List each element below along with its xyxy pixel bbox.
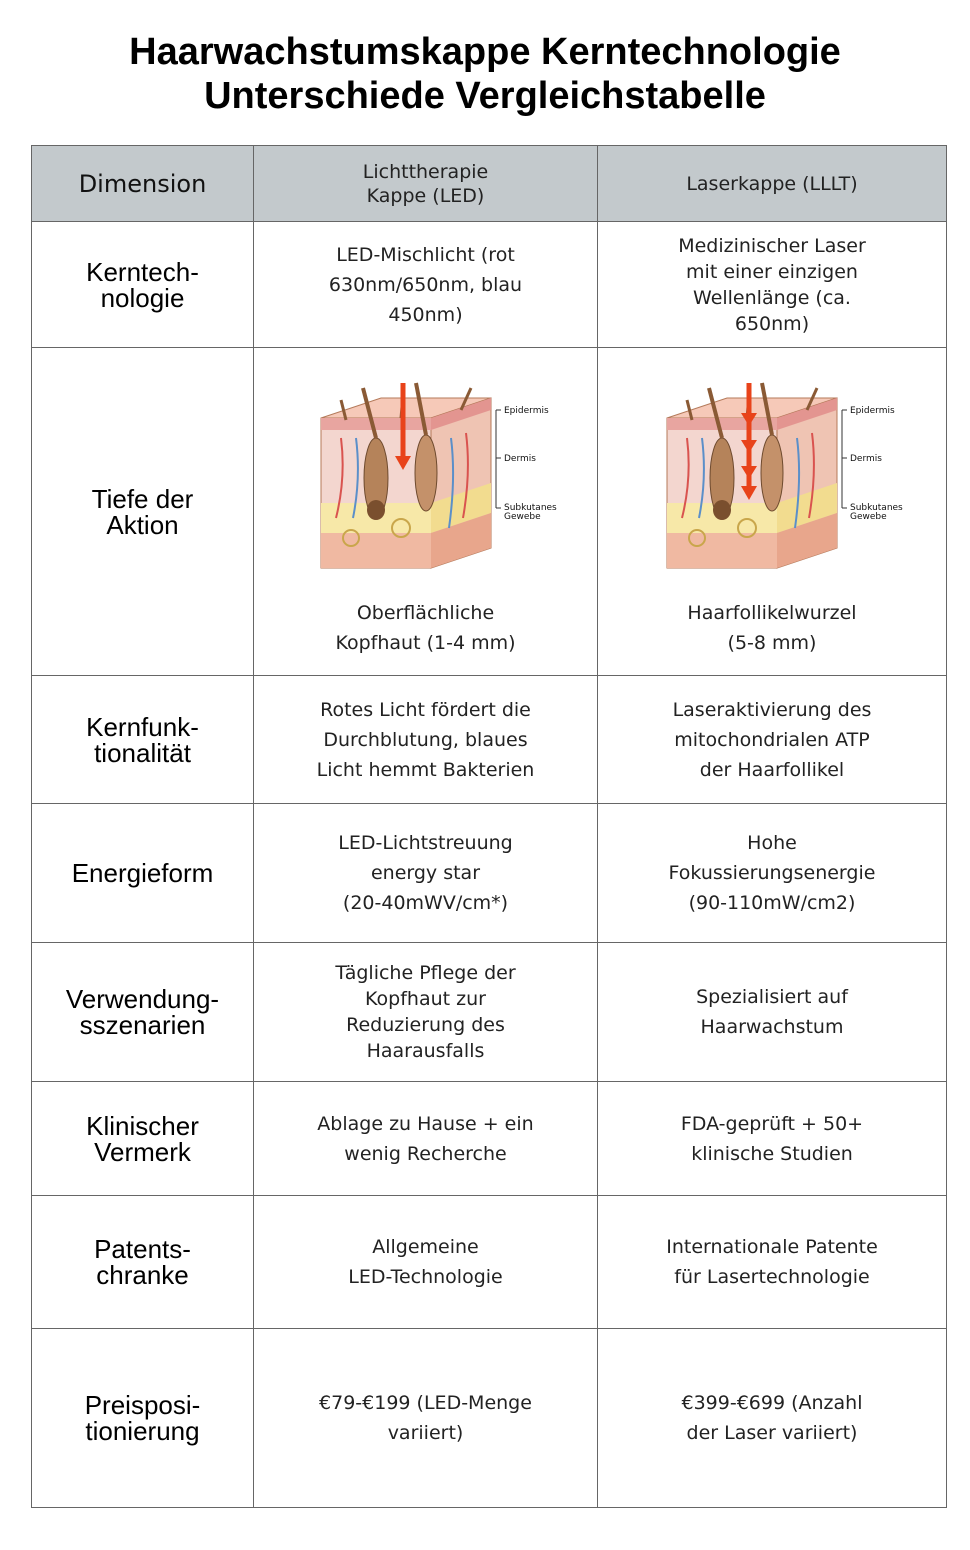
row-led: Ablage zu Hause + ein wenig Recherche xyxy=(254,1082,598,1196)
row-laser: Spezialisiert auf Haarwachstum xyxy=(598,943,947,1082)
label-epidermis: Epidermis xyxy=(850,406,895,416)
row-dimension: Patents- chranke xyxy=(32,1196,254,1329)
label-subcutis-line2: Gewebe xyxy=(503,512,541,522)
label-dermis: Dermis xyxy=(850,454,882,464)
row-led: Rotes Licht fördert die Durchblutung, blaues Licht hemmt Bakterien xyxy=(254,676,598,804)
row-led: €79-€199 (LED-Menge variiert) xyxy=(254,1329,598,1508)
row-led: LED-Lichtstreuung energy star (20-40mWV/cm*) xyxy=(254,804,598,943)
header-row xyxy=(32,146,947,222)
table-row xyxy=(32,943,947,1082)
label-subcutis-line1: Subkutanes xyxy=(503,503,557,513)
comparison-table xyxy=(31,145,947,1508)
label-dermis: Dermis xyxy=(503,454,536,464)
table-row xyxy=(32,1196,947,1329)
header-led: Lichttherapie Kappe (LED) xyxy=(254,146,598,222)
row-led: Allgemeine LED-Technologie xyxy=(254,1196,598,1329)
row-led-depth xyxy=(254,348,598,676)
row-dimension: Verwendung- sszenarien xyxy=(32,943,254,1082)
row-led: Oberflächliche Kopfhaut (1-4 mm) xyxy=(335,602,516,654)
row-dimension: Tiefe der Aktion xyxy=(32,348,254,676)
label-subcutis-line2: Gewebe xyxy=(850,512,887,522)
label-subcutis xyxy=(504,503,560,522)
row-dimension: Klinischer Vermerk xyxy=(32,1082,254,1196)
row-laser: Hohe Fokussierungsenergie (90-110mW/cm2) xyxy=(598,804,947,943)
header-laser: Laserkappe (LLLT) xyxy=(598,146,947,222)
row-laser: Haarfollikelwurzel (5-8 mm) xyxy=(687,602,857,654)
page-title: Haarwachstumskappe Kerntechnologie Unterschiede Vergleichstabelle xyxy=(129,31,841,117)
row-led: Tägliche Pflege der Kopfhaut zur Reduzierung des Haarausfalls xyxy=(254,943,598,1082)
table-row xyxy=(32,348,947,676)
skin-layer-diagram-led xyxy=(301,378,557,578)
header-dimension: Dimension xyxy=(32,146,254,222)
table-row xyxy=(32,1329,947,1508)
table-row xyxy=(32,676,947,804)
row-laser: Medizinischer Laser mit einer einzigen Wellenlänge (ca. 650nm) xyxy=(598,222,947,348)
row-laser: Laseraktivierung des mitochondrialen ATP der Haarfollikel xyxy=(598,676,947,804)
row-dimension: Kernfunk- tionalität xyxy=(32,676,254,804)
row-dimension: Kerntech- nologie xyxy=(32,222,254,348)
table-row xyxy=(32,1082,947,1196)
label-subcutis xyxy=(850,503,906,522)
table-row xyxy=(32,222,947,348)
row-dimension: Energieform xyxy=(32,804,254,943)
skin-layer-diagram-laser xyxy=(647,378,903,578)
row-led: LED-Mischlicht (rot 630nm/650nm, blau 450nm) xyxy=(254,222,598,348)
row-laser: FDA-geprüft + 50+ klinische Studien xyxy=(598,1082,947,1196)
row-dimension: Preisposi- tionierung xyxy=(32,1329,254,1508)
row-laser: Internationale Patente für Lasertechnologie xyxy=(598,1196,947,1329)
row-laser-depth xyxy=(598,348,947,676)
table-row xyxy=(32,804,947,943)
row-laser: €399-€699 (Anzahl der Laser variiert) xyxy=(598,1329,947,1508)
label-epidermis: Epidermis xyxy=(503,406,549,416)
label-subcutis-line1: Subkutanes xyxy=(850,503,903,513)
